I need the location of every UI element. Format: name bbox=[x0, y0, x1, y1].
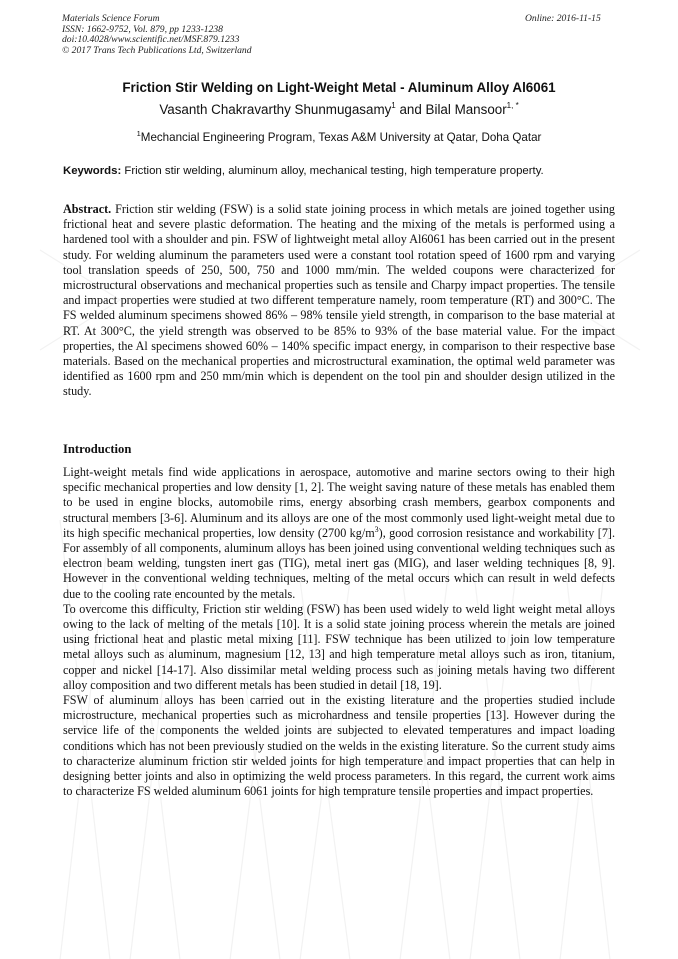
affiliation-marker: 1, * bbox=[506, 101, 519, 110]
section-heading: Introduction bbox=[63, 442, 132, 456]
keywords-text: Friction stir welding, aluminum alloy, mechanical testing, high temperature property. bbox=[121, 165, 544, 177]
issn-line: ISSN: 1662-9752, Vol. 879, pp 1233-1238 bbox=[62, 23, 223, 35]
keywords-label: Keywords: bbox=[63, 165, 122, 177]
paper-title: Friction Stir Welding on Light-Weight Metal - Aluminum Alloy Al6061 bbox=[122, 80, 556, 95]
paragraph-text: ), good corrosion resistance and workability [7]. For assembly of all components, aluminum alloys has been joined using conventional welding techniques such as electron beam welding, tungsten inert gas (TIG), metal inert gas (MIG), and laser welding techniques [8, 9]. However in the conventional welding techniques, melting of the metal occurs which can result in weld defects due to the cooling rate encounted by the metals. bbox=[63, 525, 615, 601]
author-name: Bilal Mansoor bbox=[425, 102, 507, 117]
paragraph-text: Light-weight metals find wide applications in aerospace, automotive and marine sectors owing to their high specific mechanical properties and low density [1, 2]. The weight saving nature of these metals has enabled them to be used in engine blocks, automobile rims, energy absorbing crash members, gearbox components and structural members [3-6]. Aluminum and its alloys are one of the most commonly used light-weight metal due to its high specific mechanical properties, low density (2700 kg/m bbox=[63, 465, 615, 540]
journal-name: Materials Science Forum bbox=[62, 13, 160, 24]
paragraph: FSW of aluminum alloys has been carried out in the existing literature and the properties studied include microstructure, mechanical properties such as microhardness and tensile properties [13]. However during the service life of the components the welded joints are subjected to elevated temperatures and impact loading conditions which has not been previously studied on the welds in the existing literature. So the current study aims to characterize aluminum friction stir welded joints for high temperature and impact properties that can help in designing better joints and also in optimizing the weld process parameters. In this regard, the current work aims to characterize FS welded aluminum 6061 joints for high temprature tensile properties and impact properties. bbox=[63, 693, 615, 799]
abstract bbox=[63, 202, 615, 400]
affiliation-text: Mechancial Engineering Program, Texas A&M University at Qatar, Doha Qatar bbox=[140, 131, 542, 144]
online-date: Online: 2016-11-15 bbox=[525, 13, 601, 24]
author-line bbox=[0, 102, 678, 117]
doi-line: doi:10.4028/www.scientific.net/MSF.879.1233 bbox=[62, 34, 240, 46]
journal-header bbox=[62, 14, 252, 56]
keywords bbox=[63, 165, 615, 177]
copyright-line: © 2017 Trans Tech Publications Ltd, Switzerland bbox=[62, 44, 252, 56]
introduction-body bbox=[63, 465, 615, 799]
affiliation-number: 1 bbox=[136, 129, 141, 138]
affiliation-marker: 1 bbox=[391, 101, 396, 110]
author-name: Vasanth Chakravarthy Shunmugasamy bbox=[159, 102, 392, 117]
superscript: 3 bbox=[374, 524, 379, 534]
affiliation bbox=[0, 131, 678, 144]
paragraph: To overcome this difficulty, Friction stir welding (FSW) has been used widely to weld light weight metal alloys owing to the lack of melting of the metals [10]. It is a solid state joining process wherein the metals are joined using frictional heat and plastic metal mixing [11]. FSW technique has been utilized to join low temperature metal alloys such as aluminum, magnesium [12, 13] and high temperature metal alloys such as iron, titanium, copper and nickel [14-17]. Also dissimilar metal welding process such as joining metals having two different alloy composition and two different metals has been studied in detail [18, 19]. bbox=[63, 601, 615, 692]
author-connector: and bbox=[395, 102, 426, 117]
abstract-label: Abstract. bbox=[63, 202, 112, 216]
paragraph bbox=[63, 465, 615, 602]
abstract-text: Friction stir welding (FSW) is a solid state joining process in which metals are joined together using frictional heat and severe plastic deformation. The heating and the mixing of the metals is performed using a hardened tool with a shoulder and pin. FSW of lightweight metal alloy Al6061 has been carried out in the present study. For welding aluminum the parameters used were a constant tool rotation speed of 1600 rpm and varying tool translation speeds of 250, 500, 750 and 1000 mm/min. The welded coupons were characterized for microstructural observations and mechanical properties such as tensile and Charpy impact properties. The tensile and impact properties were studied at two different temperature namely, room temperature (RT) and 300°C. The FS welded aluminum specimens showed 86% – 98% tensile yield strength, in comparison to the base material at RT. At 300°C, the yield strength was observed to be 85% to 93% of the base material value. For the impact properties, the Al specimens showed 60% – 140% specific impact energy, in comparison to their respective base materials. Based on the mechanical properties and microstructural examination, the optimal weld parameter was identified as 1600 rpm and 250 mm/min which is dependent on the tool pin and shoulder design utilized in the study. bbox=[63, 202, 615, 399]
